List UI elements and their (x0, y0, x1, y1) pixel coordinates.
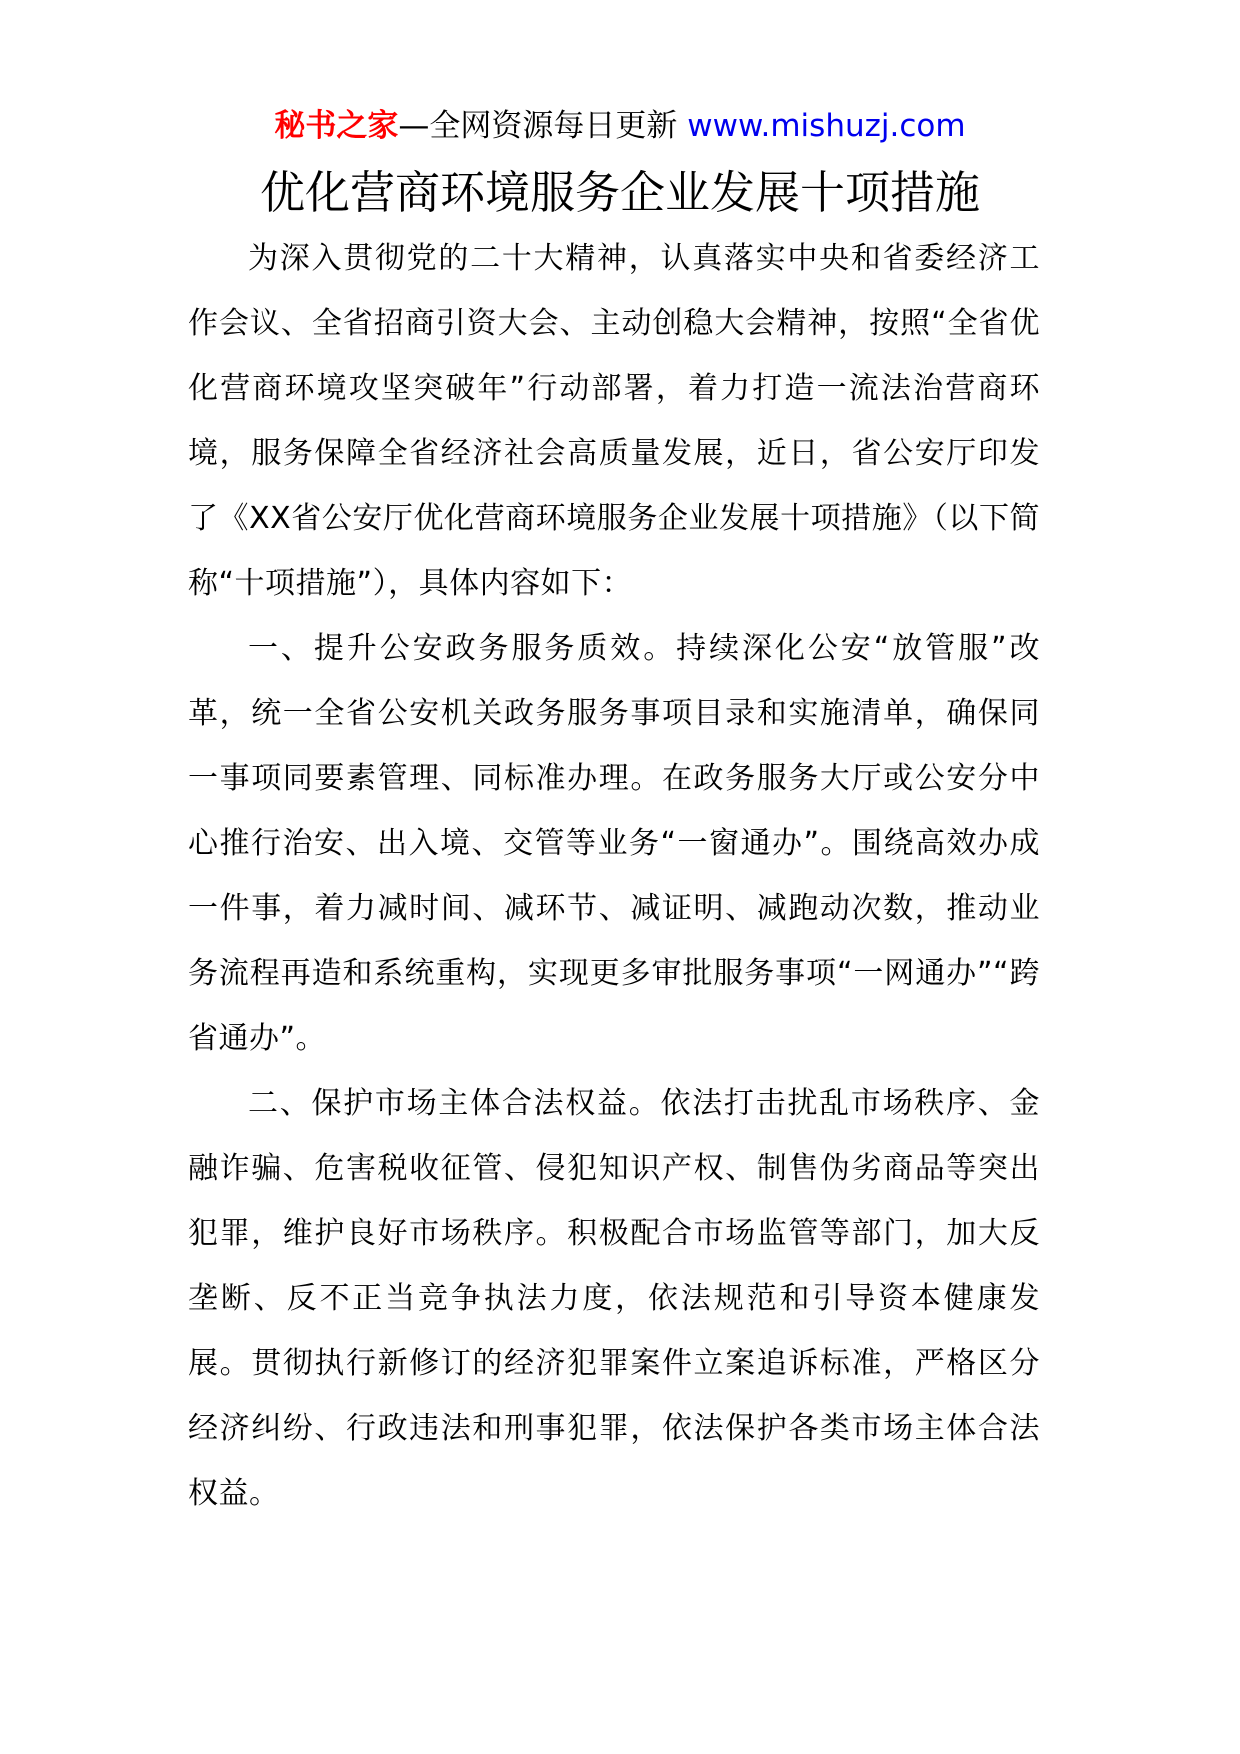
intro-paragraph: 为深入贯彻党的二十大精神，认真落实中央和省委经济工作会议、全省招商引资大会、主动创稳大会精神，按照“全省优化营商环境攻坚突破年”行动部署，着力打造一流法治营商环境，服务保障全省经济社会高质量发展，近日，省公安厅印发了《XX省公安厅优化营商环境服务企业发展十项措施》（以下简称“十项措施”），具体内容如下： (188, 241, 1040, 601)
site-url-link[interactable]: www.mishuzj.com (687, 108, 966, 144)
measure-one-paragraph: 一、提升公安政务服务质效。持续深化公安“放管服”改革，统一全省公安机关政务服务事项目录和实施清单，确保同一事项同要素管理、同标准办理。在政务服务大厅或公安分中心推行治安、出入境、交管等业务“一窗通办”。围绕高效办成一件事，着力减时间、减环节、减证明、减跑动次数，推动业务流程再造和系统重构，实现更多审批服务事项“一网通办”“跨省通办”。 (188, 631, 1040, 1056)
banner-slogan: —全网资源每日更新 (398, 108, 688, 144)
brand-name: 秘书之家 (274, 108, 399, 144)
document-title: 优化营商环境服务企业发展十项措施 (259, 166, 980, 219)
site-banner (0, 104, 1240, 148)
document-body (188, 226, 1040, 1526)
measure-two-paragraph: 二、保护市场主体合法权益。依法打击扰乱市场秩序、金融诈骗、危害税收征管、侵犯知识产权、制售伪劣商品等突出犯罪，维护良好市场秩序。积极配合市场监管等部门，加大反垄断、反不正当竞争执法力度，依法规范和引导资本健康发展。贯彻执行新修订的经济犯罪案件立案追诉标准，严格区分经济纠纷、行政违法和刑事犯罪，依法保护各类市场主体合法权益。 (188, 1086, 1040, 1511)
